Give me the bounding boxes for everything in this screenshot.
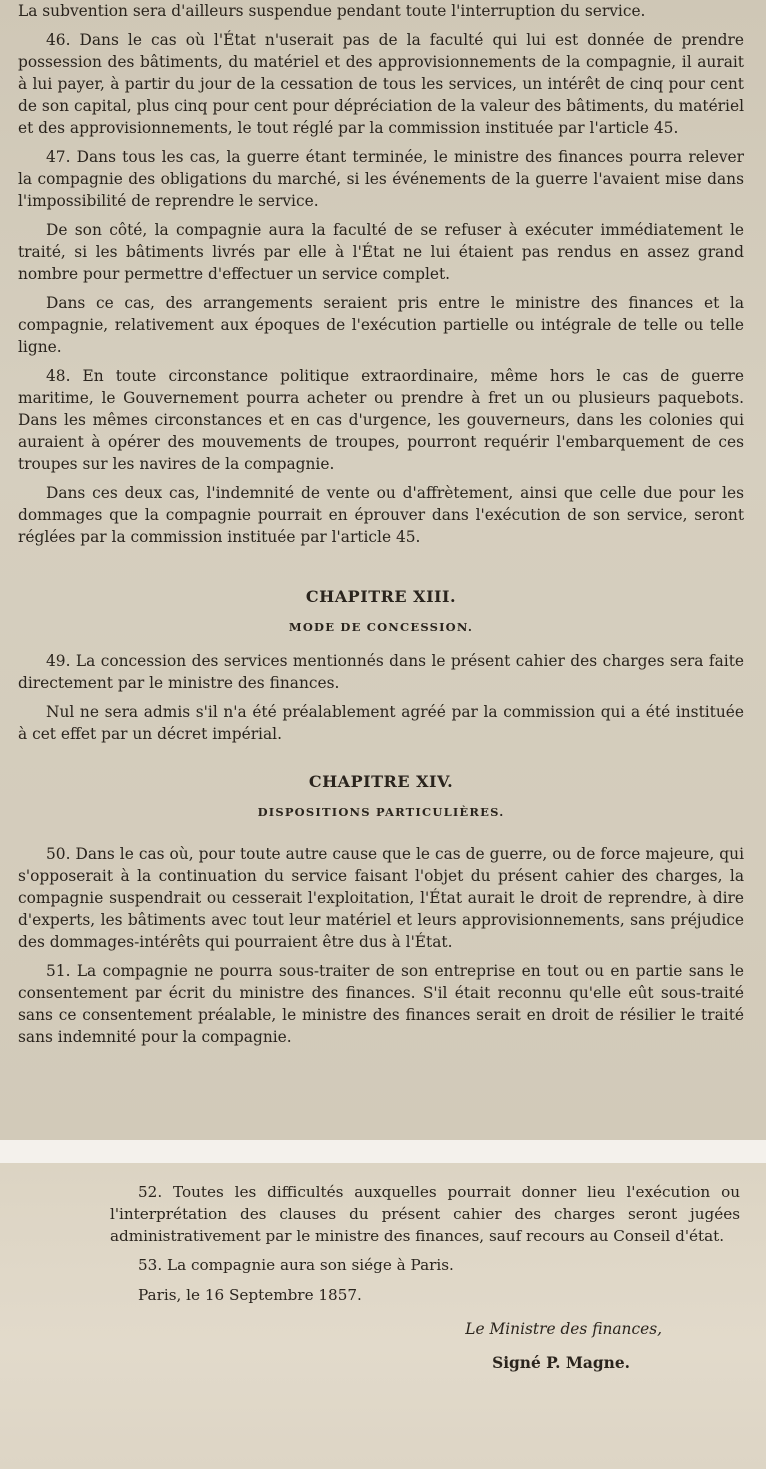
article-47-paragraph-2: De son côté, la compagnie aura la faculté de se refuser à exécuter immédiatement le traité, si les bâtiments livrés par elle à l'État ne lui étaient pas rendus en assez grand nombre pour permettre d'effectuer un service complet. xyxy=(18,221,744,283)
chapter-13-subtitle: MODE DE CONCESSION. xyxy=(288,620,474,634)
article-51: 51. La compagnie ne pourra sous-traiter de son entreprise en tout ou en partie sans le consentement par écrit du ministre des finances. S'il était reconnu qu'elle eût sous-traité sans ce consentement préalable, le ministre des finances serait en droit de résilier le traité sans indemnité pour la compagnie. xyxy=(18,962,744,1046)
article-47-paragraph-3: Dans ce cas, des arrangements seraient pris entre le ministre des finances et la compagnie, relativement aux époques de l'exécution partielle ou intégrale de telle ou telle ligne. xyxy=(18,294,744,356)
article-49: 49. La concession des services mentionnés dans le présent cahier des charges sera faite directement par le ministre des finances. xyxy=(18,652,744,692)
article-52: 52. Toutes les difficultés auxquelles pourrait donner lieu l'exécution ou l'interprétation des clauses du présent cahier des charges seront jugées administrativement par le ministre des finances, sauf recours au Conseil d'état. xyxy=(110,1183,740,1245)
page-gap xyxy=(0,1140,766,1163)
signing-date: Paris, le 16 Septembre 1857. xyxy=(138,1286,362,1304)
article-48-paragraph-2: Dans ces deux cas, l'indemnité de vente ou d'affrètement, ainsi que celle due pour les dommages que la compagnie pourrait en éprouver dans l'exécution de son service, seront réglées par la commission instituée par l'article 45. xyxy=(18,484,744,546)
page-lower xyxy=(0,1163,766,1469)
article-45-continuation: La subvention sera d'ailleurs suspendue pendant toute l'interruption du service. xyxy=(18,2,646,20)
article-50: 50. Dans le cas où, pour toute autre cause que le cas de guerre, ou de force majeure, qui s'opposerait à la continuation du service faisant l'objet du présent cahier des charges, la compagnie suspendrait ou cesserait l'exploitation, l'État aurait le droit de reprendre, à dire d'experts, les bâtiments avec tout leur matériel et leurs approvisionnements, sans préjudice des dommages-intérêts qui pourraient être dus à l'État. xyxy=(18,845,744,951)
article-47: 47. Dans tous les cas, la guerre étant terminée, le ministre des finances pourra relever la compagnie des obligations du marché, si les événements de la guerre l'avaient mise dans l'impossibilité de reprendre le service. xyxy=(18,148,744,210)
article-46: 46. Dans le cas où l'État n'userait pas de la faculté qui lui est donnée de prendre possession des bâtiments, du matériel et des approvisionnements de la compagnie, il aurait à lui payer, à partir du jour de la cessation de tous les services, un intérêt de cinq pour cent de son capital, plus cinq pour cent pour dépréciation de la valeur des bâtiments, du matériel et des approvisionnements, le tout réglé par la commission instituée par l'article 45. xyxy=(18,31,744,137)
article-49-paragraph-2: Nul ne sera admis s'il n'a été préalablement agréé par la commission qui a été instituée à cet effet par un décret impérial. xyxy=(18,703,744,743)
article-53: 53. La compagnie aura son siége à Paris. xyxy=(138,1256,454,1274)
article-48: 48. En toute circonstance politique extraordinaire, même hors le cas de guerre maritime, le Gouvernement pourra acheter ou prendre à fret un ou plusieurs paquebots. Dans les mêmes circonstances et en cas d'urgence, les gouverneurs, dans les colonies qui auraient à opérer des mouvements de troupes, pourront requérir l'embarquement de ces troupes sur les navires de la compagnie. xyxy=(18,367,744,473)
chapter-14-subtitle: DISPOSITIONS PARTICULIÈRES. xyxy=(257,805,505,819)
chapter-13-heading: CHAPITRE XIII. xyxy=(305,587,457,606)
signature-name: Signé P. Magne. xyxy=(492,1354,630,1372)
chapter-14-heading: CHAPITRE XIV. xyxy=(308,772,454,791)
signature-title: Le Ministre des finances, xyxy=(465,1320,662,1338)
